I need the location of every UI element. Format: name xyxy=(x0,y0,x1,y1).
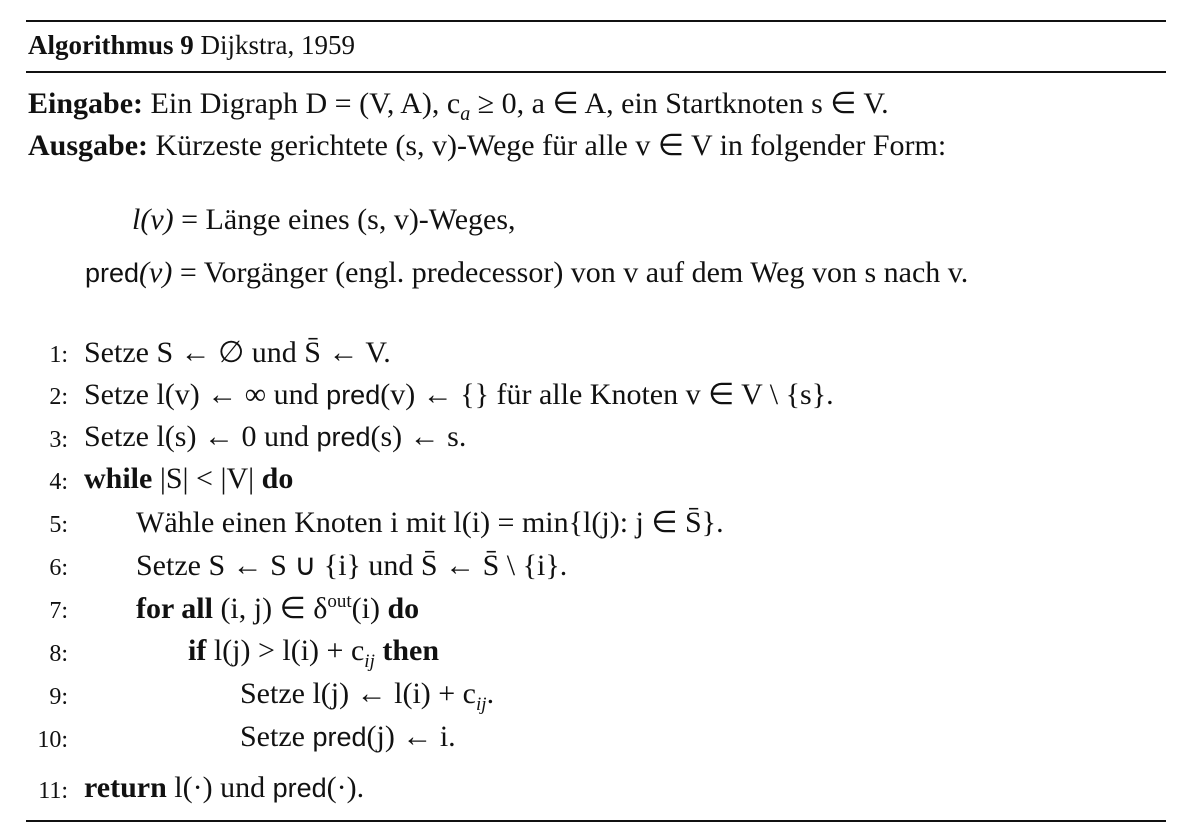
algorithm-number: Algorithmus 9 xyxy=(28,30,194,60)
algorithm-name: Dijkstra, 1959 xyxy=(200,30,356,60)
code-line: Setze S ← ∅ und S̄ ← V. xyxy=(84,336,391,369)
line-number: 10: xyxy=(37,727,68,753)
do-keyword: do xyxy=(261,462,294,495)
bottom-rule xyxy=(26,820,1166,822)
code-sub: ij xyxy=(476,694,487,715)
code-text: . xyxy=(486,677,495,710)
code-line xyxy=(84,420,466,454)
line-number: 6: xyxy=(49,555,68,581)
code-line xyxy=(240,720,456,754)
code-text: Setze l(v) ← ∞ und xyxy=(84,378,327,411)
definition-pred xyxy=(85,256,968,290)
pred-keyword: pred xyxy=(312,722,367,752)
if-keyword: if xyxy=(188,634,207,667)
line-number: 11: xyxy=(38,778,68,804)
output-line xyxy=(28,128,946,163)
line-number: 5: xyxy=(49,512,68,538)
input-label: Eingabe: xyxy=(28,87,144,120)
code-text: (i) xyxy=(351,592,388,625)
code-text: |S| < |V| xyxy=(152,462,262,495)
line-number: 1: xyxy=(49,342,68,368)
definition-length-lhs: l(v) xyxy=(132,203,174,236)
code-line xyxy=(84,462,293,496)
definition-length xyxy=(132,203,516,237)
then-keyword: then xyxy=(374,634,440,667)
definition-pred-arg: (v) xyxy=(139,256,173,289)
code-text: l(j) > l(i) + c xyxy=(206,634,365,667)
code-line: Wähle einen Knoten i mit l(i) = min{l(j): j ∈ S̄}. xyxy=(136,506,724,539)
code-text: Setze l(s) ← 0 und xyxy=(84,420,317,453)
output-text: Kürzeste gerichtete (s, v)-Wege für alle v ∈ V in folgender Form: xyxy=(155,129,947,162)
code-line xyxy=(136,591,419,626)
line-number: 4: xyxy=(49,469,68,495)
code-line xyxy=(84,377,834,412)
input-line xyxy=(28,86,889,126)
code-line xyxy=(188,634,439,673)
line-number: 8: xyxy=(49,641,68,667)
title-rule xyxy=(26,71,1166,73)
code-text: (j) ← i. xyxy=(366,720,456,753)
code-text: (v) ← {} für alle Knoten v ∈ V \ {s}. xyxy=(380,378,834,411)
top-rule xyxy=(26,20,1166,22)
pred-keyword: pred xyxy=(272,773,327,803)
code-text: (i, j) ∈ δ xyxy=(212,592,328,625)
algorithm-title xyxy=(28,30,355,61)
while-keyword: while xyxy=(84,462,153,495)
code-text: (·). xyxy=(326,771,365,804)
code-sup: out xyxy=(327,591,352,612)
code-line: Setze S ← S ∪ {i} und S̄ ← S̄ \ {i}. xyxy=(136,549,568,582)
code-text: l(·) und xyxy=(166,771,273,804)
input-rest: ≥ 0, a ∈ A, ein Startknoten s ∈ V. xyxy=(470,87,889,120)
pred-keyword: pred xyxy=(316,422,371,452)
for-all-keyword: for all xyxy=(136,592,213,625)
code-line xyxy=(240,677,494,716)
pred-keyword: pred xyxy=(326,380,381,410)
line-number: 7: xyxy=(49,598,68,624)
code-sub: ij xyxy=(364,651,375,672)
input-sub: a xyxy=(460,103,471,125)
line-number: 3: xyxy=(49,427,68,453)
definition-length-rhs: = Länge eines (s, v)-Weges, xyxy=(181,203,516,236)
do-keyword: do xyxy=(387,592,420,625)
line-number: 9: xyxy=(49,684,68,710)
return-keyword: return xyxy=(84,771,167,804)
output-label: Ausgabe: xyxy=(28,129,149,162)
code-line xyxy=(84,771,364,805)
input-text: Ein Digraph D = (V, A), c xyxy=(150,87,461,120)
code-text: Setze xyxy=(240,720,313,753)
code-text: (s) ← s. xyxy=(370,420,467,453)
code-text: Setze l(j) ← l(i) + c xyxy=(240,677,477,710)
definition-pred-rhs: = Vorgänger (engl. predecessor) von v auf dem Weg von s nach v. xyxy=(179,256,969,289)
definition-pred-name: pred xyxy=(85,258,140,288)
line-number: 2: xyxy=(49,384,68,410)
